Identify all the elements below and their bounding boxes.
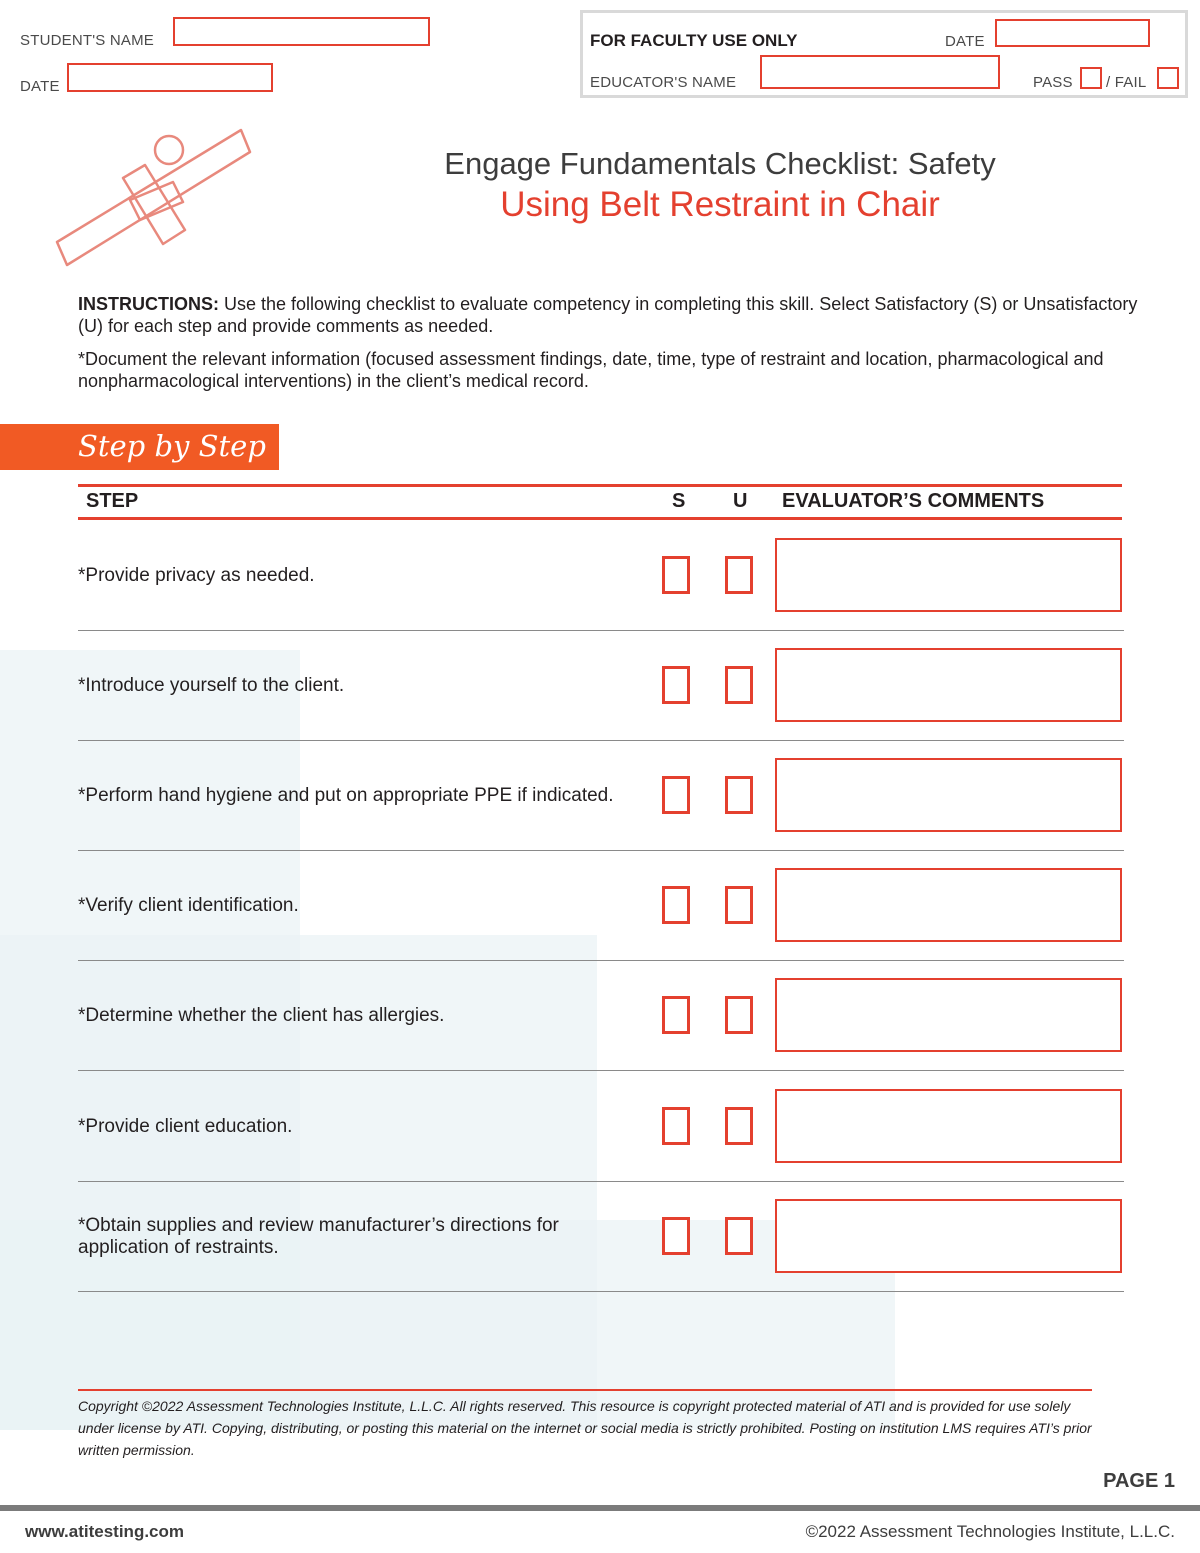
documentation-note: *Document the relevant information (focused assessment findings, date, time, type of restraint and location, pharmacological and nonpharmacological interventions) in the client’s medical record. — [78, 349, 1104, 391]
table-header-line — [78, 517, 1122, 520]
step-text: *Obtain supplies and review manufacturer’s directions for application of restraints. — [78, 1215, 559, 1258]
row-divider — [78, 1070, 1124, 1071]
faculty-title: FOR FACULTY USE ONLY — [590, 31, 798, 50]
pass-label: PASS — [1033, 74, 1073, 91]
table-row — [78, 1072, 1124, 1182]
step-text: *Verify client identification. — [78, 895, 299, 916]
satisfactory-checkbox[interactable] — [662, 886, 690, 924]
table-row — [78, 631, 1124, 741]
header-step: STEP — [86, 490, 139, 512]
step-text: *Introduce yourself to the client. — [78, 675, 345, 696]
student-name-label: STUDENT'S NAME — [20, 32, 155, 49]
banner-text: Step by Step — [78, 429, 266, 463]
header-u: U — [733, 490, 748, 512]
unsatisfactory-checkbox[interactable] — [725, 886, 753, 924]
table-row — [78, 961, 1124, 1071]
table-top-line — [78, 484, 1122, 487]
instructions-text: Use the following checklist to evaluate competency in completing this skill. Select Satisfactory (S) or Unsatisfactory (U) for each step and provide comments as needed. — [78, 294, 1138, 336]
pass-checkbox[interactable] — [1080, 67, 1102, 89]
evaluator-comment-field[interactable] — [775, 758, 1122, 832]
faculty-date-label: DATE — [945, 33, 985, 50]
skill-title: Using Belt Restraint in Chair — [500, 185, 940, 224]
footer-bar — [0, 1505, 1200, 1511]
row-divider — [78, 1291, 1124, 1292]
satisfactory-checkbox[interactable] — [662, 556, 690, 594]
header-s: S — [672, 490, 686, 512]
header-comments: EVALUATOR’S COMMENTS — [782, 490, 1045, 512]
evaluator-comment-field[interactable] — [775, 1199, 1122, 1273]
satisfactory-checkbox[interactable] — [662, 1217, 690, 1255]
step-text: *Provide privacy as needed. — [78, 565, 315, 586]
unsatisfactory-checkbox[interactable] — [725, 556, 753, 594]
step-by-step-banner — [0, 424, 279, 470]
evaluator-comment-field[interactable] — [775, 648, 1122, 722]
copyright-divider — [78, 1389, 1092, 1391]
satisfactory-checkbox[interactable] — [662, 666, 690, 704]
student-name-field[interactable] — [173, 17, 430, 46]
fail-checkbox[interactable] — [1157, 67, 1179, 89]
faculty-date-field[interactable] — [995, 19, 1150, 47]
educator-name-field[interactable] — [760, 55, 1000, 89]
checklist-title: Engage Fundamentals Checklist: Safety — [444, 146, 996, 181]
unsatisfactory-checkbox[interactable] — [725, 776, 753, 814]
satisfactory-checkbox[interactable] — [662, 776, 690, 814]
instructions-label: INSTRUCTIONS: — [78, 294, 219, 314]
evaluator-comment-field[interactable] — [775, 868, 1122, 942]
copyright-notice: Copyright ©2022 Assessment Technologies Institute, L.L.C. All rights reserved. This resource is copyright protected material of ATI and is provided for use solely under license by ATI. Copying, distributing, or posting this material on the internet or social media is strictly prohibited. Posting on institution LMS requires ATI’s prior written permission. — [78, 1398, 1092, 1458]
table-row — [78, 1182, 1124, 1292]
website-link[interactable]: www.atitesting.com — [25, 1522, 185, 1541]
table-row — [78, 851, 1124, 961]
step-text: *Perform hand hygiene and put on appropriate PPE if indicated. — [78, 785, 614, 806]
unsatisfactory-checkbox[interactable] — [725, 666, 753, 704]
table-row — [78, 741, 1124, 851]
unsatisfactory-checkbox[interactable] — [725, 1217, 753, 1255]
fail-label: / FAIL — [1106, 74, 1147, 91]
step-text: *Determine whether the client has allergies. — [78, 1005, 445, 1026]
page-number: PAGE 1 — [1103, 1470, 1175, 1492]
student-date-field[interactable] — [67, 63, 273, 92]
footer-copyright: ©2022 Assessment Technologies Institute, L.L.C. — [805, 1522, 1175, 1541]
satisfactory-checkbox[interactable] — [662, 996, 690, 1034]
unsatisfactory-checkbox[interactable] — [725, 1107, 753, 1145]
unsatisfactory-checkbox[interactable] — [725, 996, 753, 1034]
instructions — [78, 293, 1138, 337]
educator-name-label: EDUCATOR'S NAME — [590, 74, 737, 91]
student-date-label: DATE — [20, 78, 60, 95]
step-text: *Provide client education. — [78, 1116, 293, 1137]
table-row — [78, 521, 1124, 631]
evaluator-comment-field[interactable] — [775, 978, 1122, 1052]
evaluator-comment-field[interactable] — [775, 538, 1122, 612]
satisfactory-checkbox[interactable] — [662, 1107, 690, 1145]
evaluator-comment-field[interactable] — [775, 1089, 1122, 1163]
